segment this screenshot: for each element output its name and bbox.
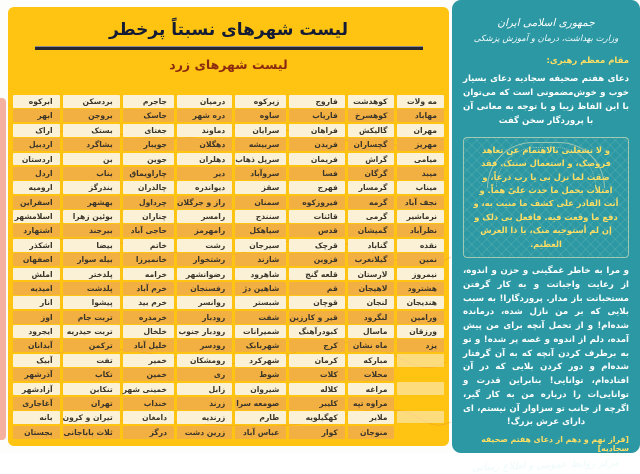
city-cell: مهاباد (397, 109, 444, 122)
city-cell: رودسر (177, 339, 232, 352)
city-cell: شفت (235, 311, 286, 324)
city-cell: فیروزکوه (289, 196, 345, 209)
city-cell: فهرج (289, 181, 345, 194)
city-cell: مراوه تپه (348, 397, 395, 410)
city-cell: کوهدشت (348, 95, 395, 108)
city-cell: آذرشهر (13, 368, 60, 381)
city-cell: ترکمن (63, 339, 120, 352)
city-cell: آبیک (13, 354, 60, 367)
city-cell: شمیرانات (235, 325, 286, 338)
city-cell: زیرکوه (235, 95, 286, 108)
city-cell: ثلاث باباجانی (63, 426, 120, 439)
city-cell: ارومیه (13, 181, 60, 194)
city-cell: گمیشان (348, 224, 395, 237)
city-cell: تربت حیدریه (63, 325, 120, 338)
city-cell: گراش (348, 153, 395, 166)
city-cell: محلات (348, 368, 395, 381)
city-cell: خرامه (123, 268, 174, 281)
city-cell: اشکذر (13, 239, 60, 252)
city-column-1 (13, 95, 60, 439)
city-cell: کهگیلویه (289, 411, 345, 424)
government-name: جمهوری اسلامی ایران (497, 17, 595, 29)
health-ministry-panel (452, 0, 640, 474)
city-cell: مه ولات (397, 95, 444, 108)
city-cell: آزادشهر (13, 383, 60, 396)
city-cell: جغتای (123, 124, 174, 137)
city-cell: درمیان (177, 95, 232, 108)
city-cell: نیمروز (397, 268, 444, 281)
city-cell: زابل (177, 383, 232, 396)
city-cell: قرچک (289, 239, 345, 252)
city-cell: سربیشه (235, 138, 286, 151)
city-cell: بناب (63, 167, 120, 180)
city-cell: گچساران (348, 138, 395, 151)
city-cell: بندرگز (63, 181, 120, 194)
city-cell: صومعه سرا (235, 397, 286, 410)
city-cell: کوهسرخ (348, 109, 395, 122)
city-cell: شهربابک (235, 339, 286, 352)
city-column-6 (289, 95, 345, 439)
city-cell: خرمدره (123, 311, 174, 324)
city-cell: دره شهر (177, 109, 232, 122)
city-cell: دهلران (177, 153, 232, 166)
map-edge-strip (0, 98, 6, 440)
city-cell: امیدیه (13, 282, 60, 295)
city-cell: بشاگرد (63, 138, 120, 151)
city-cell: آبدانان (13, 339, 60, 352)
city-cell: خرم بید (123, 296, 174, 309)
city-cell: خمینی شهر (123, 383, 174, 396)
city-cell: سرایان (235, 124, 286, 137)
city-cell: پلدشت (63, 282, 120, 295)
city-column-2 (63, 95, 120, 439)
city-cell: خمیر (123, 354, 174, 367)
city-cell: بیضا (63, 239, 120, 252)
city-cell: دهگلان (177, 138, 232, 151)
city-cell: اوز (13, 311, 60, 324)
city-cell: مهریز (397, 138, 444, 151)
city-cell: اراک (13, 124, 60, 137)
city-cell: اسلامشهر (13, 210, 60, 223)
public-relations-signature: مرکز روابط عمومی و اطلاع رسانی (472, 457, 620, 474)
city-cell: نمین (397, 253, 444, 266)
city-cell: تربت جام (63, 311, 120, 324)
city-cell: شیروان (235, 383, 286, 396)
city-cell: زرندیه (177, 411, 232, 424)
city-cell: هشترود (397, 282, 444, 295)
arabic-prayer-text: و لا تشغلنی بالاهتمام عن تعاهد فروضک، و استعمال سنتک. فقد ضقت لما نزل بی یا رب ذرعاً، و امتلأت بحمل ما حدث علیّ هماً. و أنت القادر علی کشف ما منیت به، و دفع ما وقعت فیه. فافعل بی ذلک و إن لم أستوجبه منک، یا ذا العرش العظیم. (473, 144, 619, 249)
city-cell-empty (397, 411, 444, 424)
city-cell: راز و جرگلان (177, 196, 232, 209)
city-cell: زرند (177, 397, 232, 410)
city-cell: گناباد (348, 239, 395, 252)
city-column-5 (235, 95, 286, 439)
city-cell: قوچان (289, 296, 345, 309)
city-cell-empty (397, 354, 444, 367)
city-cell: تفت (63, 354, 120, 367)
city-cell: نجف آباد (397, 196, 444, 209)
city-cell: یزد (397, 339, 444, 352)
city-cell: سرپل ذهاب (235, 153, 286, 166)
city-cell: مراغه (348, 383, 395, 396)
city-cell: تیران و کرون (63, 411, 120, 424)
city-cell: خرم آباد (123, 282, 174, 295)
city-cell-empty (397, 396, 444, 409)
city-cell: خلخال (123, 325, 174, 338)
city-cell: رشتخوار (177, 253, 232, 266)
city-cell: قائنات (289, 210, 345, 223)
city-cell: ابهر (13, 109, 60, 122)
city-cell: رودبار جنوب (177, 325, 232, 338)
city-cell: رامهرمز (177, 224, 232, 237)
city-cell: نرماشیر (397, 210, 444, 223)
city-cell: خاتم (123, 239, 174, 252)
city-cell: ماه نشان (348, 339, 395, 352)
city-cell-empty (397, 382, 444, 395)
city-cell: چالدران (123, 181, 174, 194)
city-cell: ری (177, 368, 232, 381)
yellow-cities-panel (8, 7, 449, 446)
city-cell: شاهرود (235, 268, 286, 281)
city-cell: اردل (13, 167, 60, 180)
city-cell: بهشهر (63, 196, 120, 209)
panel-title: لیست شهرهای نسبتاً پرخطر (109, 20, 348, 40)
leader-attribution: مقام معظم رهبری: (546, 56, 629, 66)
city-cell: تنکابن (63, 383, 120, 396)
city-cell: لاهیجان (348, 282, 395, 295)
city-cell: شوط (235, 368, 286, 381)
city-cell: گالیکش (348, 124, 395, 137)
city-cell: نظرآباد (397, 224, 444, 237)
city-cell: چرداول (123, 196, 174, 209)
city-cell: بروجن (63, 109, 120, 122)
city-cell: گرمی (348, 210, 395, 223)
city-cell: ماسال (348, 325, 395, 338)
city-cell: فسا (289, 167, 345, 180)
city-cell: تکاب (63, 368, 120, 381)
city-cell: ابرکوه (13, 95, 60, 108)
city-cell: لنجان (348, 296, 395, 309)
prayer-source-reference: [فراز نهم و دهم از دعای هفتم صحیفه سجادیه] (481, 435, 629, 454)
city-cell: لارستان (348, 268, 395, 281)
city-cell: کوار (289, 426, 345, 439)
city-cell: لنگرود (348, 311, 395, 324)
city-cell: پیشوا (63, 296, 120, 309)
city-cell: رودبار (177, 311, 232, 324)
city-cell: بجستان (13, 426, 60, 439)
city-cell: رضوانشهر (177, 268, 232, 281)
city-cell: میبد (397, 167, 444, 180)
city-cell: فراهان (289, 124, 345, 137)
panel-subtitle: لیست شهرهای زرد (169, 57, 288, 72)
city-cell: گیلانغرب (348, 253, 395, 266)
title-divider (35, 46, 423, 50)
city-cell: انار (13, 296, 60, 309)
city-cell: بانه (13, 411, 60, 424)
city-cell: گرگان (348, 167, 395, 180)
city-cell: چناران (123, 210, 174, 223)
city-cell: فریدن (289, 138, 345, 151)
city-cell: بوئین زهرا (63, 210, 120, 223)
city-cell: هندیجان (397, 296, 444, 309)
city-cell: طارم (235, 411, 286, 424)
city-cell: خلیل آباد (123, 339, 174, 352)
city-cell: فاریاب (289, 109, 345, 122)
city-cell: میناب (397, 181, 444, 194)
city-cell: دیواندره (177, 181, 232, 194)
city-cell: حاجی آباد (123, 224, 174, 237)
city-cell: ملایر (348, 411, 395, 424)
city-cell: ایجرود (13, 325, 60, 338)
city-cell: سیاهکل (235, 224, 286, 237)
city-cell: آغاجاری (13, 397, 60, 410)
city-cell: ورزقان (397, 325, 444, 338)
city-cell: فریمان (289, 153, 345, 166)
city-cell: سیرجان (235, 239, 286, 252)
city-column-3 (123, 95, 174, 439)
city-cell: سنندج (235, 210, 286, 223)
city-cell: بستک (63, 124, 120, 137)
city-column-7 (348, 95, 395, 439)
city-cell: کرمان (289, 354, 345, 367)
city-cell: ورامین (397, 311, 444, 324)
ministry-name: وزارت بهداشت، درمان و آموزش پزشکی (473, 34, 619, 44)
city-cell: دیر (177, 167, 232, 180)
city-cell: اصفهان (13, 253, 60, 266)
city-cell: کرج (289, 339, 345, 352)
city-cell: قلعه گنج (289, 268, 345, 281)
city-cell: چاراویماق (123, 167, 174, 180)
city-cell: شاهین دژ (235, 282, 286, 295)
city-cell: بیرجند (63, 224, 120, 237)
city-cell: سمنان (235, 196, 286, 209)
city-cell: فاروج (289, 95, 345, 108)
city-grid (13, 95, 444, 439)
city-cell: رامسر (177, 210, 232, 223)
city-cell: خمین (123, 368, 174, 381)
city-cell: ساوه (235, 109, 286, 122)
city-cell: درگز (123, 426, 174, 439)
city-cell: بن (63, 153, 120, 166)
city-column-4 (177, 95, 232, 439)
city-cell: مبارکه (348, 354, 395, 367)
city-cell: مهران (397, 124, 444, 137)
prayer-intro-quote: دعای هفتم صحیفه سجادیه دعای بسیار خوب و خوش‌مضمونی است که می‌توان با این الفاظ زیبا و با توجه به معانی آن با پروردگار سخن گفت (463, 74, 629, 126)
city-cell: جاسک (123, 109, 174, 122)
city-cell: رومشکان (177, 354, 232, 367)
ornamental-prayer-frame (463, 137, 629, 259)
city-cell: گرمه (348, 196, 395, 209)
city-cell: کبودرآهنگ (289, 325, 345, 338)
city-cell: کلیبر (289, 397, 345, 410)
prayer-translation: و مرا به خاطر غمگینی و حزن و اندوه، از رعایت واجباتت و به کار گرفتن مستحباتت باز مدار. پروردگارا! به سبب بلایی که بر من نازل شده، درمانده شده‌ام! و از تحمل آنچه برای من پیش آمده، دلم از اندوه و غصه پر شده! و تو به برطرف کردن آنچه که به آن گرفتار شده‌ام و دور کردن بلایی که در آن افتاده‌ام، توانایی! بنابراین قدرت و توانایی‌ات را درباره من به کار گیر، اگرچه از جانب تو سزاوار آن نیستم، ای دارای عرش بزرگ! (463, 266, 629, 428)
city-cell: خانمیرزا (123, 253, 174, 266)
city-cell: منوجان (348, 426, 395, 439)
city-cell: شازند (235, 253, 286, 266)
city-column-8 (397, 95, 444, 439)
city-cell: املش (13, 268, 60, 281)
city-cell: میامی (397, 153, 444, 166)
city-cell: بیله سوار (63, 253, 120, 266)
city-cell: جویبار (123, 138, 174, 151)
city-cell: قم (289, 282, 345, 295)
city-cell: جوین (123, 153, 174, 166)
city-cell: قدس (289, 224, 345, 237)
city-cell: کلاله (289, 383, 345, 396)
city-cell: دامغان (123, 411, 174, 424)
city-cell: سروآباد (235, 167, 286, 180)
city-cell: شبستر (235, 296, 286, 309)
city-cell-empty (397, 368, 444, 381)
city-cell: اسفراین (13, 196, 60, 209)
city-cell: اردستان (13, 153, 60, 166)
city-cell: سقز (235, 181, 286, 194)
city-cell: تهران (63, 397, 120, 410)
city-cell: قزوین (289, 253, 345, 266)
city-cell: رشت (177, 239, 232, 252)
city-cell: روانسر (177, 296, 232, 309)
city-cell: خنداب (123, 397, 174, 410)
city-cell: پلدختر (63, 268, 120, 281)
city-cell: بردسکن (63, 95, 120, 108)
city-cell: عباس آباد (235, 426, 286, 439)
city-cell: زرین دشت (177, 426, 232, 439)
city-cell: اردبیل (13, 138, 60, 151)
city-cell: قیر و کارزین (289, 311, 345, 324)
city-cell: گرمسار (348, 181, 395, 194)
city-cell: دماوند (177, 124, 232, 137)
city-cell: اشتهارد (13, 224, 60, 237)
city-cell: کلات (289, 368, 345, 381)
city-cell: رفسنجان (177, 282, 232, 295)
city-cell-empty (397, 425, 444, 438)
city-cell: جاجرم (123, 95, 174, 108)
city-cell: نقده (397, 239, 444, 252)
city-cell: شهرکرد (235, 354, 286, 367)
